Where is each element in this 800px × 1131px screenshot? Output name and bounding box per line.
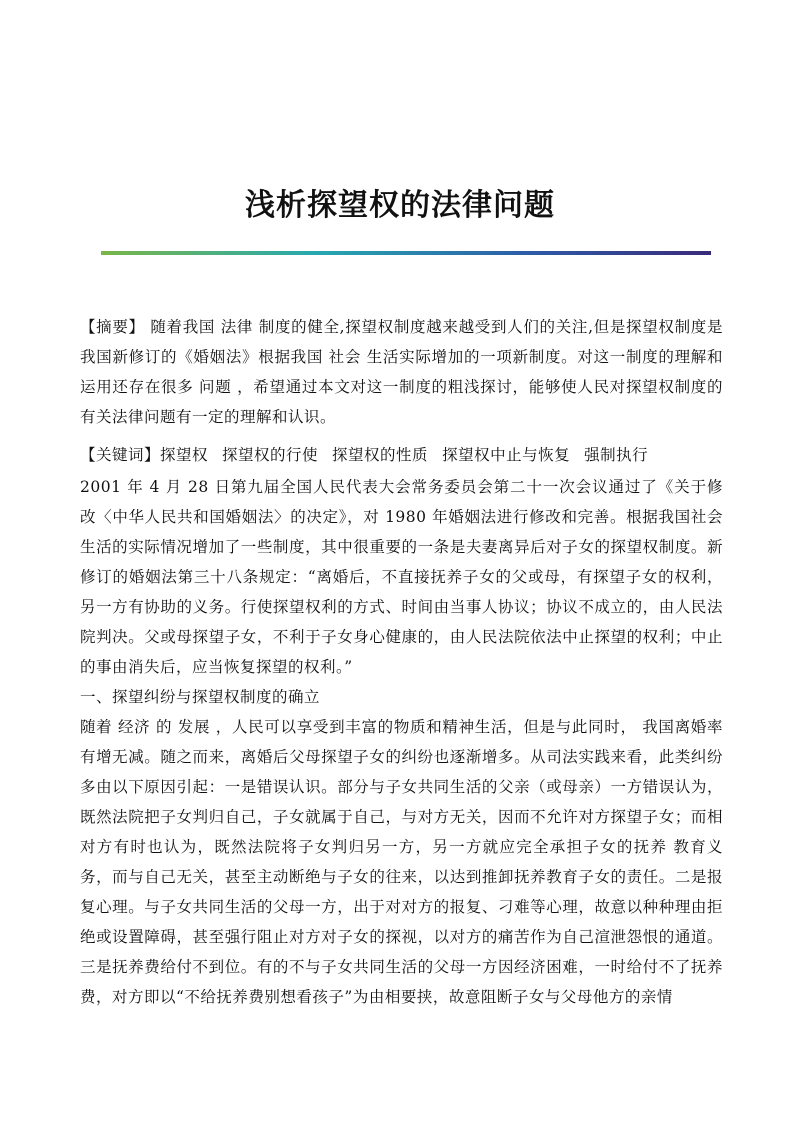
keyword: 探望权 (160, 446, 209, 464)
document-title: 浅析探望权的法律问题 (245, 188, 555, 224)
keyword: 强制执行 (584, 446, 649, 464)
document-body (80, 312, 723, 1012)
keyword: 探望权的性质 (332, 446, 429, 464)
abstract (80, 312, 723, 432)
keywords (80, 440, 723, 470)
keywords-label: 【关键词】 (80, 446, 161, 464)
abstract-label: 【摘要】 (80, 318, 145, 336)
abstract-text: 随着我国 法律 制度的健全,探望权制度越来越受到人们的关注,但是探望权制度是我国新修订的《婚姻法》根据我国 社会 生活实际增加的一项新制度。对这一制度的理解和运用还存在很多 问题 ，希望通过本文对这一制度的粗浅探讨，能够使人民对探望权制度的有关法律问题有一定的理解和认识。 (80, 318, 723, 426)
keyword: 探望权中止与恢复 (442, 446, 571, 464)
title-divider (101, 251, 711, 255)
keyword: 探望权的行使 (222, 446, 319, 464)
section-paragraph: 随着 经济 的 发展 ，人民可以享受到丰富的物质和精神生活，但是与此同时， 我国离婚率有增无减。随之而来，离婚后父母探望子女的纠纷也逐渐增多。从司法实践来看，此类纠纷多由以下原因引起：一是错误认识。部分与子女共同生活的父亲（或母亲）一方错误认为，既然法院把子女判归自己，子女就属于自己，与对方无关，因而不允许对方探望子女；而相对方有时也认为，既然法院将子女判归另一方，另一方就应完全承担子女的抚养 教育义务，而与自己无关，甚至主动断绝与子女的往来，以达到推卸抚养教育子女的责任。二是报复心理。与子女共同生活的父母一方，出于对对方的报复、刁难等心理，故意以种种理由拒绝或设置障碍，甚至强行阻止对方对子女的探视，以对方的痛苦作为自己渲泄怨恨的通道。三是抚养费给付不到位。有的不与子女共同生活的父母一方因经济困难，一时给付不了抚养费，对方即以“不给抚养费别想看孩子”为由相要挟，故意阻断子女与父母他方的亲情 (80, 718, 723, 1006)
section-heading: 一、探望纠纷与探望权制度的确立 (80, 688, 321, 706)
body-paragraph: 2001 年 4 月 28 日第九届全国人民代表大会常务委员会第二十一次会议通过了《关于修改〈中华人民共和国婚姻法〉的决定》，对 1980 年婚姻法进行修改和完善。根据我国社会生活的实际情况增加了一些制度，其中很重要的一条是夫妻离异后对子女的探望权制度。新修订的婚姻法第三十八条规定：“离婚后，不直接抚养子女的父或母，有探望子女的权利，另一方有协助的义务。行使探望权利的方式、时间由当事人协议；协议不成立的，由人民法院判决。父或母探望子女，不利于子女身心健康的，由人民法院依法中止探望的权利；中止的事由消失后，应当恢复探望的权利。” (80, 478, 723, 676)
